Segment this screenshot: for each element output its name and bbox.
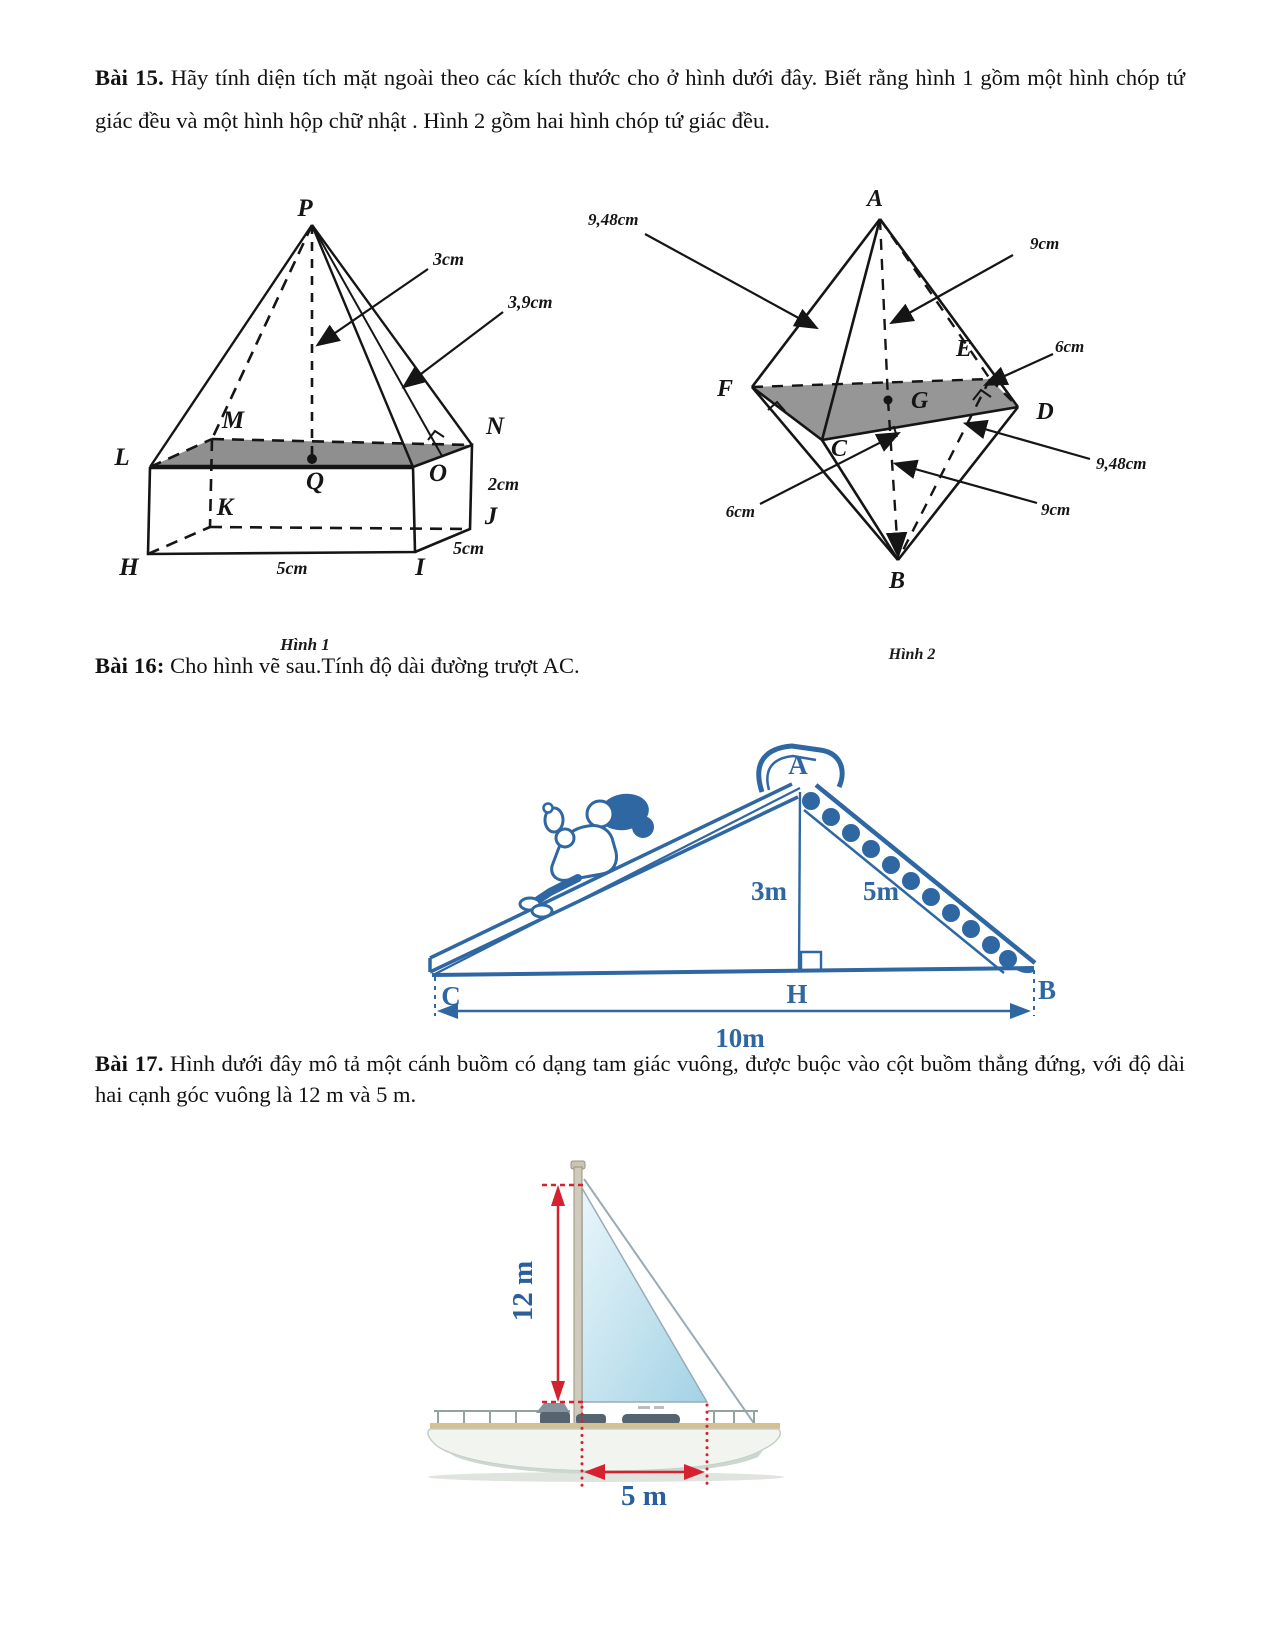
dim-label-3-9cm: 3,9cm [508, 292, 553, 312]
arrow-3-9cm [405, 312, 503, 386]
right-angle-mark [428, 431, 444, 440]
slide-label-a: A [788, 750, 808, 780]
problem-15-body: Hãy tính diện tích mặt ngoài theo các kích thước cho ở hình dưới đây. Biết rằng hình 1 gồm một hình chóp tứ giác đều và một hình hộp chữ nhật . Hình 2 gồm hai hình chóp tứ giác đều. [95, 65, 1185, 133]
problem-17-paragraph [95, 1048, 1185, 1110]
dim-label-5cm-width: 5cm [276, 558, 308, 578]
right-angle-h [801, 952, 821, 970]
dimension-arrows [645, 234, 1090, 504]
base-center-dot [884, 396, 893, 405]
vertex-label-i: I [415, 554, 425, 581]
vertex-label-m: M [221, 407, 245, 434]
vertex-label-h: H [119, 554, 139, 581]
sail [582, 1188, 707, 1402]
dim-label-9cm-top: 9cm [1030, 234, 1060, 253]
dim-label-3m: 3m [751, 876, 787, 906]
vertex-label-j: J [484, 503, 498, 530]
dim-label-6cm-top: 6cm [1055, 337, 1085, 356]
problem-17-body: Hình dưới đây mô tả một cánh buồm có dạng tam giác vuông, được buộc vào cột buồm thẳng đứng, với độ dài hai cạnh góc vuông là 12 m và 5 m. [95, 1051, 1185, 1107]
vertex-label-c: C [830, 436, 848, 462]
mast [574, 1167, 582, 1428]
problem-16-paragraph [95, 650, 1185, 682]
vertex-label-f: F [716, 376, 734, 402]
dim-label-5cm-depth: 5cm [453, 538, 484, 558]
slide-label-c: C [441, 981, 461, 1011]
base-face [752, 379, 1018, 440]
dim-label-12m: 12 m [507, 1260, 539, 1322]
vertex-label-k: K [216, 494, 234, 521]
dim-label-6cm-bottom: 6cm [725, 502, 755, 521]
figure-1-caption: Hình 1 [280, 635, 330, 654]
problem-16-body: Cho hình vẽ sau.Tính độ dài đường trượt AC. [164, 653, 580, 678]
figure-1-pyramid-on-box [95, 172, 565, 667]
deck-stripe [430, 1423, 780, 1429]
ground-line [432, 968, 1034, 975]
vertex-label-a: A [866, 186, 884, 212]
problem-15-label: Bài 15. [95, 65, 164, 90]
line-ah [799, 792, 800, 971]
vertex-label-q: Q [305, 468, 325, 495]
dim-label-9cm-bottom: 9cm [1041, 500, 1071, 519]
slide-chute [802, 785, 1035, 973]
vertex-label-l: L [114, 444, 130, 471]
dim-label-2cm: 2cm [488, 474, 519, 494]
slide-label-b: B [1037, 975, 1057, 1005]
hidden-edges [148, 225, 472, 554]
figure-3-slide [402, 700, 1062, 1065]
vertex-label-p: P [297, 195, 313, 222]
vertex-label-e: E [955, 336, 973, 362]
figure-2-caption: Hình 2 [888, 646, 936, 663]
vertex-label-b: B [888, 568, 906, 594]
dim-label-5m: 5m [863, 876, 899, 906]
vertex-label-d: D [1036, 399, 1054, 425]
base-center-dot [307, 454, 317, 464]
figure-4-sailboat [408, 1115, 828, 1555]
cabin [536, 1403, 680, 1425]
vertex-label-g: G [911, 388, 929, 414]
vertex-label-o: O [428, 460, 448, 487]
dim-label-3cm: 3cm [433, 249, 464, 269]
base-dimension [435, 970, 1034, 1019]
problem-15-paragraph [95, 56, 1185, 142]
dim-label-5m: 5 m [621, 1480, 667, 1512]
vertex-label-n: N [485, 413, 505, 440]
dim-label-948-top: 9,48cm [588, 210, 639, 229]
problem-16-label: Bài 16: [95, 653, 165, 678]
slide-label-h: H [786, 979, 808, 1009]
figure-2-double-pyramid [575, 172, 1175, 672]
dim-label-948-bottom: 9,48cm [1096, 454, 1147, 473]
problem-17-label: Bài 17. [95, 1051, 164, 1076]
dim-label-10m: 10m [715, 1023, 765, 1053]
